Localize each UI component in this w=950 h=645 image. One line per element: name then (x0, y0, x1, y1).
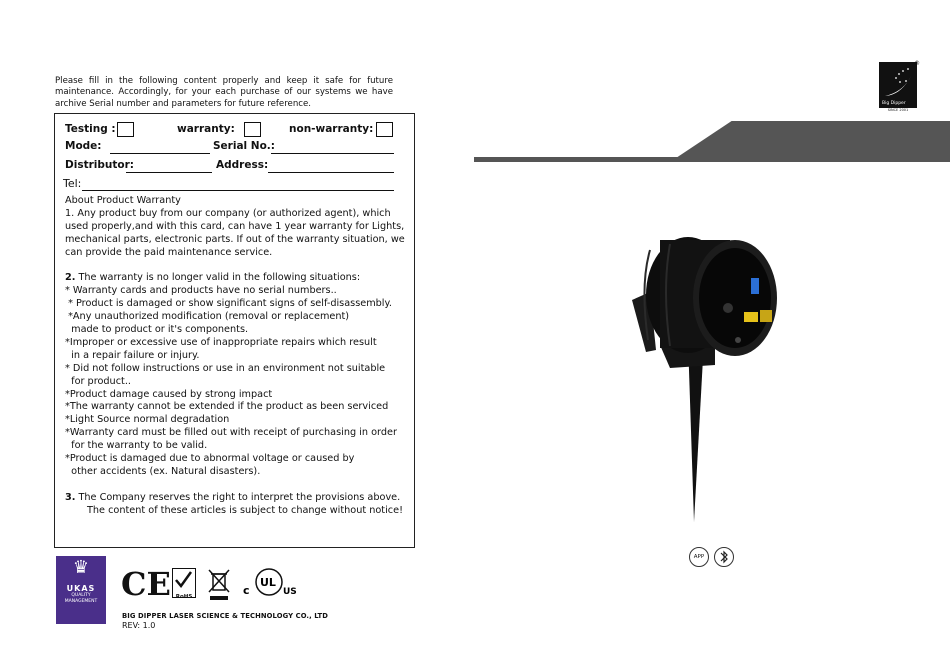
testing-checkbox[interactable] (117, 122, 134, 137)
warranty-checkbox[interactable] (244, 122, 261, 137)
ul-listed-mark (243, 565, 298, 601)
distributor-field[interactable] (126, 172, 212, 173)
intro-paragraph: Please fill in the following content properly and keep it safe for future maintenance. Accordingly, for your each purchase of our systems we have archive Serial number and parameters for future reference. (55, 76, 393, 109)
warranty-p3 (65, 492, 411, 505)
exclusion-item: for the warranty to be valid. (65, 440, 208, 452)
serial-label: Serial No.: (213, 140, 275, 152)
exclusion-item: made to product or it's components. (65, 324, 249, 336)
warranty-heading: About Product Warranty (65, 195, 181, 206)
warranty-label: warranty: (177, 123, 235, 135)
warranty-p1: 1. Any product buy from our company (or authorized agent), which used properly,and with this card, can have 1 year warranty for Lights, mechanical parts, electronic parts. If out of the warranty situation, we can provide the paid maintenance service. (65, 207, 405, 258)
exclusion-item: *The warranty cannot be extended if the product as been serviced (65, 401, 389, 413)
exclusion-item: for product.. (65, 375, 131, 387)
exclusion-item: * Product is damaged or show significant signs of self-disassembly. (65, 298, 392, 310)
warranty-terms (65, 195, 411, 518)
p3-number: 3. (65, 491, 76, 503)
weee-bin-icon (206, 568, 232, 602)
serial-field[interactable] (271, 153, 394, 154)
tel-label: Tel: (63, 177, 82, 190)
address-label: Address: (216, 159, 269, 171)
exclusion-item: * Did not follow instructions or use in an environment not suitable (65, 362, 386, 374)
tel-field[interactable] (82, 190, 394, 191)
exclusion-item: * Warranty cards and products have no serial numbers.. (65, 285, 337, 297)
company-name: BIG DIPPER LASER SCIENCE & TECHNOLOGY CO., LTD (122, 612, 329, 620)
p2-text: The warranty is no longer valid in the following situations: (75, 272, 361, 284)
warranty-card (54, 113, 415, 548)
ukas-sub: QUALITY MANAGEMENT (64, 593, 98, 604)
testing-label: Testing : (65, 123, 116, 135)
ukas-name: UKAS (66, 584, 96, 593)
address-field[interactable] (268, 172, 394, 173)
header-band-line (474, 157, 950, 162)
exclusion-item: *Light Source normal degradation (65, 414, 230, 426)
logo-since: SINCE 2001 (887, 108, 909, 112)
exclusion-item: *Product damage caused by strong impact (65, 388, 273, 400)
exclusion-item: other accidents (ex. Natural disasters). (65, 466, 261, 478)
rohs-label: RoHS (175, 594, 193, 600)
warranty-p2 (65, 272, 411, 285)
ul-c-text: c (243, 584, 250, 597)
ul-us-text: US (283, 587, 297, 597)
big-dipper-logo (879, 62, 917, 108)
bluetooth-icon (714, 547, 734, 567)
exclusion-item: *Any unauthorized modification (removal or replacement) (65, 311, 350, 323)
non-warranty-checkbox[interactable] (376, 122, 393, 137)
p2-number: 2. (65, 272, 76, 284)
ukas-logo (56, 556, 106, 624)
laser-light-product-image (620, 230, 780, 530)
mode-field[interactable] (110, 153, 210, 154)
crown-icon: ♛ (72, 557, 90, 578)
warranty-exclusions (65, 285, 411, 479)
revision: REV: 1.0 (122, 621, 156, 630)
app-icon: APP (689, 547, 709, 567)
p3-line2: The content of these articles is subject to change without notice! (87, 504, 403, 516)
mode-label: Mode: (65, 140, 102, 152)
distributor-label: Distributor: (65, 159, 134, 171)
exclusion-item: in a repair failure or injury. (65, 349, 200, 361)
exclusion-item: *Improper or excessive use of inappropriate repairs which result (65, 336, 377, 348)
p3-line1: The Company reserves the right to interpret the provisions above. (75, 491, 401, 503)
exclusion-item: *Warranty card must be filled out with receipt of purchasing in order (65, 427, 397, 439)
header-band (670, 121, 950, 162)
non-warranty-label: non-warranty: (289, 123, 374, 135)
exclusion-item: *Product is damaged due to abnormal voltage or caused by (65, 453, 355, 465)
ce-mark: CE (121, 565, 171, 603)
logo-name: Big Dipper (882, 101, 906, 106)
registered-mark: ® (914, 60, 920, 67)
ul-mark-text: UL (260, 576, 276, 589)
